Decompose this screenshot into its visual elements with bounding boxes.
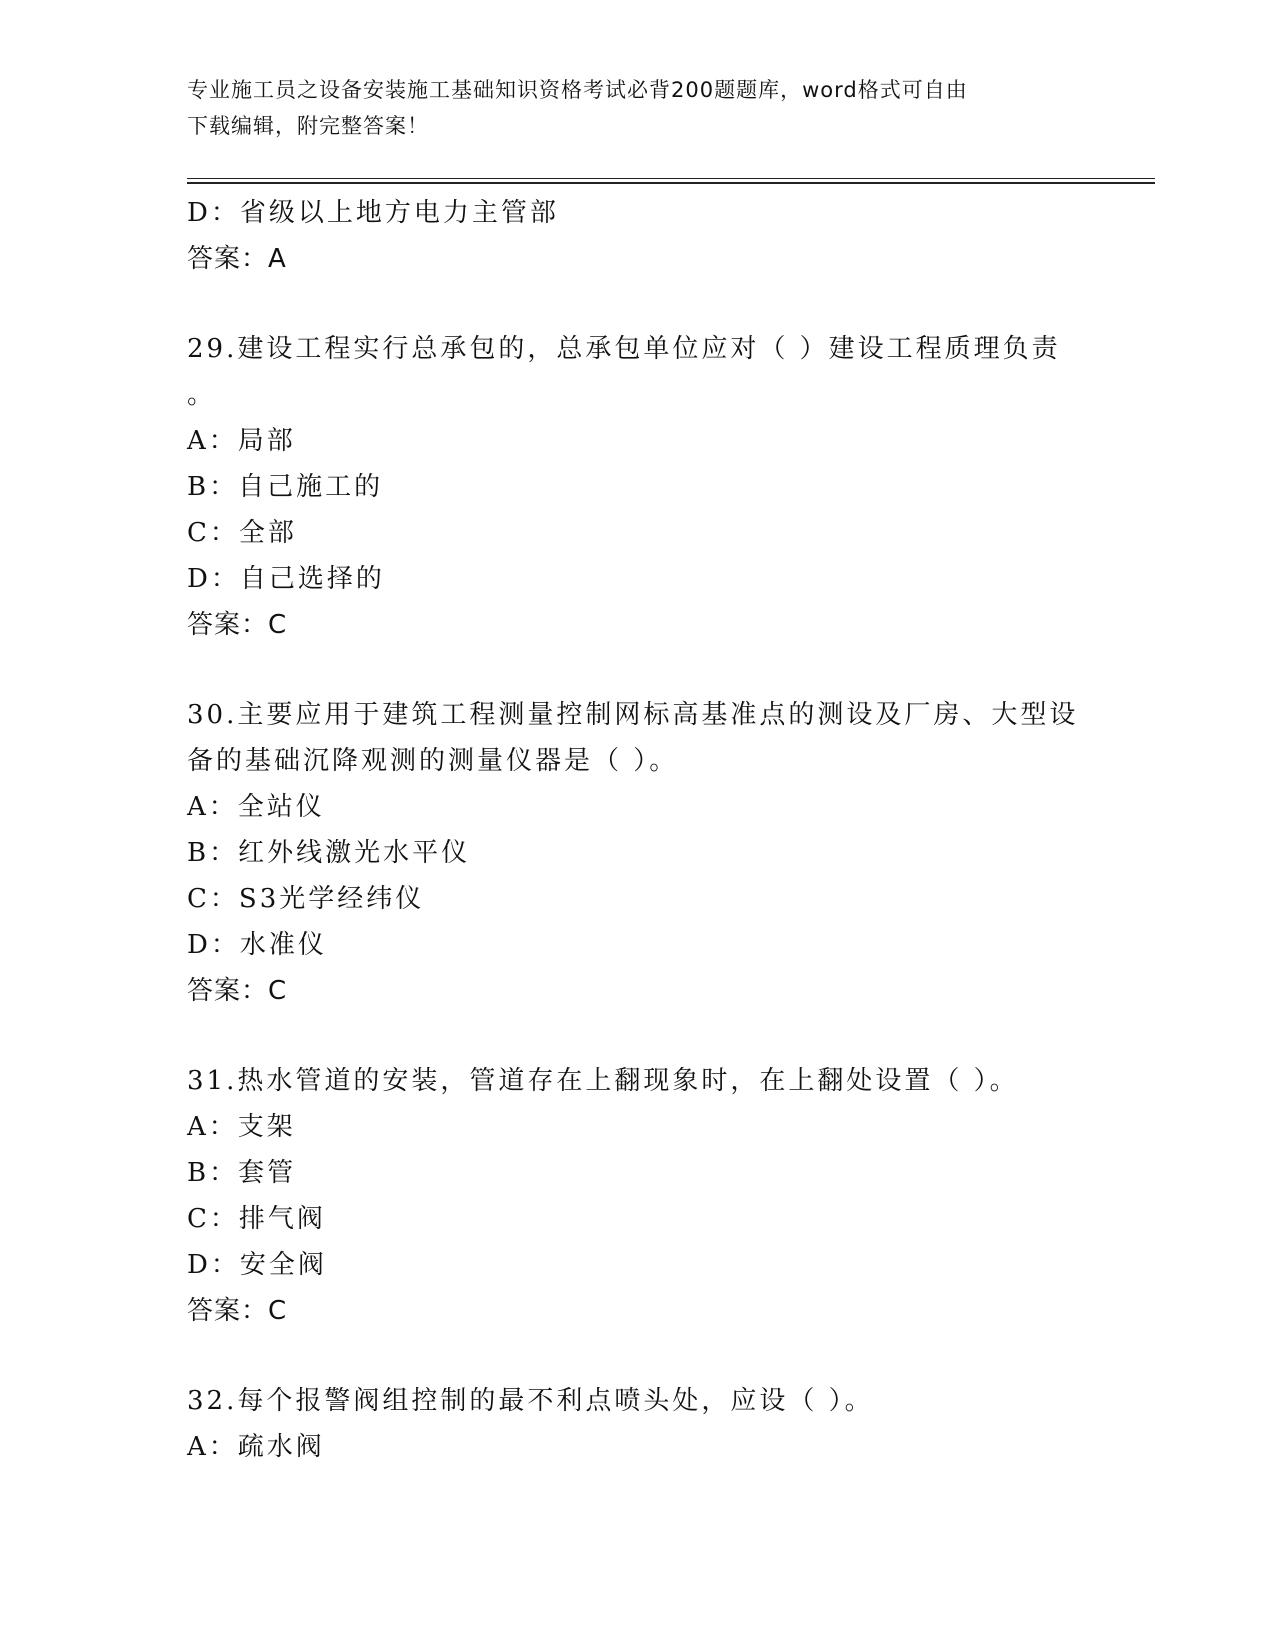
- question-31: [187, 1058, 1087, 1334]
- question-30-text-line-2: 备的基础沉降观测的测量仪器是（ ）。: [187, 746, 679, 776]
- header-rule-thick: [187, 182, 1155, 184]
- question-30-answer: 答案：C: [187, 976, 288, 1006]
- spacer: [187, 1334, 1087, 1378]
- question-30-option-d: D：水准仪: [187, 930, 327, 960]
- prev-answer: 答案：A: [187, 244, 287, 274]
- header-line-1: 专业施工员之设备安装施工基础知识资格考试必背200题题库，word格式可自由: [187, 78, 968, 102]
- spacer: [187, 282, 1087, 326]
- question-29-option-b: B：自己施工的: [187, 472, 384, 502]
- question-29-answer: 答案：C: [187, 610, 288, 640]
- document-header: [187, 72, 1077, 144]
- spacer: [187, 648, 1087, 692]
- question-30: [187, 692, 1087, 1014]
- question-30-text-line-1: 30.主要应用于建筑工程测量控制网标高基准点的测设及厂房、大型设: [187, 700, 1079, 730]
- question-31-option-a: A：支架: [187, 1112, 296, 1142]
- question-29-text-line-1: 29.建设工程实行总承包的，总承包单位应对（ ）建设工程质理负责: [187, 334, 1061, 364]
- question-list: [187, 190, 1087, 1470]
- spacer: [187, 1014, 1087, 1058]
- question-31-text-line-1: 31.热水管道的安装，管道存在上翻现象时，在上翻处设置（ ）。: [187, 1066, 1019, 1096]
- header-line-2: 下载编辑，附完整答案！: [187, 114, 429, 138]
- question-31-option-b: B：套管: [187, 1158, 297, 1188]
- question-32: [187, 1378, 1087, 1470]
- question-31-answer: 答案：C: [187, 1296, 288, 1326]
- question-29-text-line-2: 。: [187, 380, 217, 410]
- question-31-option-d: D：安全阀: [187, 1250, 327, 1280]
- question-30-option-c: C：S3光学经纬仪: [187, 884, 425, 914]
- question-30-option-a: A：全站仪: [187, 792, 325, 822]
- question-29: [187, 326, 1087, 648]
- prev-option-d: D：省级以上地方电力主管部: [187, 198, 559, 228]
- question-31-option-c: C：排气阀: [187, 1204, 326, 1234]
- header-rule-thin: [187, 178, 1155, 179]
- question-29-option-c: C：全部: [187, 518, 297, 548]
- question-29-option-d: D：自己选择的: [187, 564, 385, 594]
- question-30-option-b: B：红外线激光水平仪: [187, 838, 471, 868]
- question-32-text-line-1: 32.每个报警阀组控制的最不利点喷头处，应设（ ）。: [187, 1386, 874, 1416]
- question-29-option-a: A：局部: [187, 426, 296, 456]
- question-32-option-a: A：疏水阀: [187, 1432, 325, 1462]
